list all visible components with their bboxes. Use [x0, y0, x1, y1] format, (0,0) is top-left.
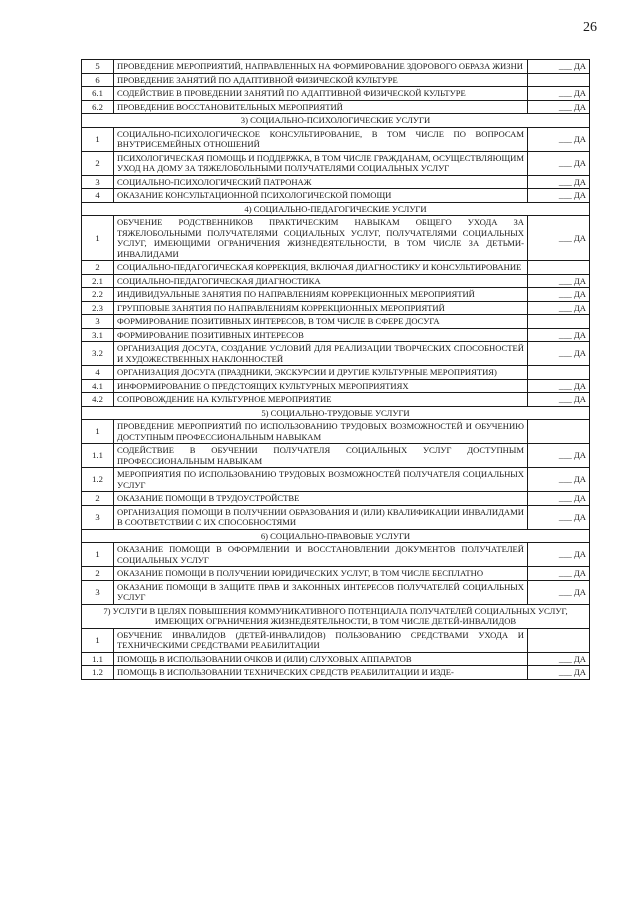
item-number: 3: [82, 580, 114, 604]
item-number: 5: [82, 60, 114, 74]
item-description: ФОРМИРОВАНИЕ ПОЗИТИВНЫХ ИНТЕРЕСОВ: [114, 328, 528, 342]
section-title: 3) СОЦИАЛЬНО-ПСИХОЛОГИЧЕСКИЕ УСЛУГИ: [82, 114, 590, 128]
item-number: 6: [82, 73, 114, 87]
item-description: ОБУЧЕНИЕ РОДСТВЕННИКОВ ПРАКТИЧЕСКИМ НАВЫКАМ ОБЩЕГО УХОДА ЗА ТЯЖЕЛОБОЛЬНЫМИ ПОЛУЧАТЕЛЯМИ СОЦИАЛЬНЫХ УСЛУГ, ПОЛУЧАТЕЛЯМИ СОЦИАЛЬНЫХ УСЛУГ, ИМЕЮЩИМИ ОГРАНИЧЕНИЯ ЖИЗНЕДЕЯТЕЛЬНОСТИ, В ТОМ ЧИСЛЕ ЗА ДЕТЬМИ-ИНВАЛИДАМИ: [114, 216, 528, 261]
item-number: 1: [82, 543, 114, 567]
item-description: ПРОВЕДЕНИЕ ВОССТАНОВИТЕЛЬНЫХ МЕРОПРИЯТИЙ: [114, 100, 528, 114]
table-row: [82, 444, 590, 468]
table-row: [82, 189, 590, 203]
table-row: [82, 100, 590, 114]
item-number: 2.1: [82, 274, 114, 288]
item-number: 3: [82, 505, 114, 529]
item-number: 3.2: [82, 342, 114, 366]
services-table: [81, 59, 590, 680]
table-row: [82, 127, 590, 151]
table-row: [82, 652, 590, 666]
item-number: 2.3: [82, 301, 114, 315]
item-number: 2: [82, 151, 114, 175]
item-number: 3: [82, 175, 114, 189]
table-row: [82, 628, 590, 652]
table-row: [82, 301, 590, 315]
answer-field[interactable]: ___ ДА: [528, 492, 590, 506]
item-number: 1: [82, 628, 114, 652]
answer-field[interactable]: [528, 628, 590, 652]
table-row: [82, 315, 590, 329]
table-row: [82, 468, 590, 492]
table-row: [82, 666, 590, 680]
item-description: ИНДИВИДУАЛЬНЫЕ ЗАНЯТИЯ ПО НАПРАВЛЕНИЯМ КОРРЕКЦИОННЫХ МЕРОПРИЯТИЙ: [114, 288, 528, 302]
item-number: 6.2: [82, 100, 114, 114]
item-number: 4: [82, 189, 114, 203]
item-description: ПРОВЕДЕНИЕ МЕРОПРИЯТИЙ ПО ИСПОЛЬЗОВАНИЮ ТРУДОВЫХ ВОЗМОЖНОСТЕЙ И ОБУЧЕНИЮ ДОСТУПНЫМ ПРОФЕССИОНАЛЬНЫМ НАВЫКАМ: [114, 420, 528, 444]
answer-field[interactable]: ___ ДА: [528, 151, 590, 175]
table-row: [82, 274, 590, 288]
answer-field[interactable]: ___ ДА: [528, 543, 590, 567]
table-row: [82, 87, 590, 101]
page-number: 26: [583, 20, 597, 35]
table-row: [82, 580, 590, 604]
item-description: ОКАЗАНИЕ КОНСУЛЬТАЦИОННОЙ ПСИХОЛОГИЧЕСКОЙ ПОМОЩИ: [114, 189, 528, 203]
section-title: 6) СОЦИАЛЬНО-ПРАВОВЫЕ УСЛУГИ: [82, 529, 590, 543]
table-row: [82, 492, 590, 506]
section-header-row: [82, 529, 590, 543]
section-header-row: [82, 202, 590, 216]
item-description: ОКАЗАНИЕ ПОМОЩИ В ТРУДОУСТРОЙСТВЕ: [114, 492, 528, 506]
table-row: [82, 60, 590, 74]
answer-field[interactable]: ___ ДА: [528, 60, 590, 74]
answer-field[interactable]: [528, 315, 590, 329]
item-description: СОДЕЙСТВИЕ В ПРОВЕДЕНИИ ЗАНЯТИЙ ПО АДАПТИВНОЙ ФИЗИЧЕСКОЙ КУЛЬТУРЕ: [114, 87, 528, 101]
item-description: СОДЕЙСТВИЕ В ОБУЧЕНИИ ПОЛУЧАТЕЛЯ СОЦИАЛЬНЫХ УСЛУГ ДОСТУПНЫМ ПРОФЕССИОНАЛЬНЫМ НАВЫКАМ: [114, 444, 528, 468]
item-description: ОРГАНИЗАЦИЯ ДОСУГА (ПРАЗДНИКИ, ЭКСКУРСИИ И ДРУГИЕ КУЛЬТУРНЫЕ МЕРОПРИЯТИЯ): [114, 366, 528, 380]
answer-field[interactable]: ___ ДА: [528, 288, 590, 302]
answer-field[interactable]: ___ ДА: [528, 274, 590, 288]
item-number: 2: [82, 492, 114, 506]
answer-field[interactable]: [528, 261, 590, 275]
item-number: 1: [82, 420, 114, 444]
item-number: 3.1: [82, 328, 114, 342]
table-row: [82, 175, 590, 189]
item-number: 1.2: [82, 468, 114, 492]
answer-field[interactable]: ___ ДА: [528, 468, 590, 492]
item-description: СОЦИАЛЬНО-ПСИХОЛОГИЧЕСКИЙ ПАТРОНАЖ: [114, 175, 528, 189]
item-description: ПОМОЩЬ В ИСПОЛЬЗОВАНИИ ТЕХНИЧЕСКИХ СРЕДСТВ РЕАБИЛИТАЦИИ И ИЗДЕ-: [114, 666, 528, 680]
table-row: [82, 393, 590, 407]
item-number: 1: [82, 127, 114, 151]
table-row: [82, 288, 590, 302]
item-number: 3: [82, 315, 114, 329]
item-description: СОЦИАЛЬНО-ПСИХОЛОГИЧЕСКОЕ КОНСУЛЬТИРОВАНИЕ, В ТОМ ЧИСЛЕ ПО ВОПРОСАМ ВНУТРИСЕМЕЙНЫХ ОТНОШЕНИЙ: [114, 127, 528, 151]
answer-field[interactable]: [528, 420, 590, 444]
answer-field[interactable]: ___ ДА: [528, 580, 590, 604]
item-description: ОКАЗАНИЕ ПОМОЩИ В ПОЛУЧЕНИИ ЮРИДИЧЕСКИХ УСЛУГ, В ТОМ ЧИСЛЕ БЕСПЛАТНО: [114, 567, 528, 581]
table-row: [82, 216, 590, 261]
item-description: ПРОВЕДЕНИЕ ЗАНЯТИЙ ПО АДАПТИВНОЙ ФИЗИЧЕСКОЙ КУЛЬТУРЕ: [114, 73, 528, 87]
table-row: [82, 420, 590, 444]
item-description: ГРУППОВЫЕ ЗАНЯТИЯ ПО НАПРАВЛЕНИЯМ КОРРЕКЦИОННЫХ МЕРОПРИЯТИЙ: [114, 301, 528, 315]
section-header-row: [82, 114, 590, 128]
item-number: 6.1: [82, 87, 114, 101]
section-header-row: [82, 604, 590, 628]
answer-field[interactable]: ___ ДА: [528, 379, 590, 393]
item-number: 1.2: [82, 666, 114, 680]
table-row: [82, 342, 590, 366]
section-header-row: [82, 406, 590, 420]
table-row: [82, 366, 590, 380]
answer-field[interactable]: ___ ДА: [528, 505, 590, 529]
services-table-body: [82, 60, 590, 680]
section-title: 7) УСЛУГИ В ЦЕЛЯХ ПОВЫШЕНИЯ КОММУНИКАТИВНОГО ПОТЕНЦИАЛА ПОЛУЧАТЕЛЕЙ СОЦИАЛЬНЫХ УСЛУГ, ИМЕЮЩИХ ОГРАНИЧЕНИЯ ЖИЗНЕДЕЯТЕЛЬНОСТИ, В ТОМ ЧИСЛЕ ДЕТЕЙ-ИНВАЛИДОВ: [82, 604, 590, 628]
answer-field[interactable]: ___ ДА: [528, 666, 590, 680]
item-description: ПРОВЕДЕНИЕ МЕРОПРИЯТИЙ, НАПРАВЛЕННЫХ НА ФОРМИРОВАНИЕ ЗДОРОВОГО ОБРАЗА ЖИЗНИ: [114, 60, 528, 74]
answer-field[interactable]: ___ ДА: [528, 393, 590, 407]
answer-field[interactable]: ___ ДА: [528, 444, 590, 468]
table-row: [82, 328, 590, 342]
item-description: СОЦИАЛЬНО-ПЕДАГОГИЧЕСКАЯ ДИАГНОСТИКА: [114, 274, 528, 288]
section-title: 5) СОЦИАЛЬНО-ТРУДОВЫЕ УСЛУГИ: [82, 406, 590, 420]
item-description: ОБУЧЕНИЕ ИНВАЛИДОВ (ДЕТЕЙ-ИНВАЛИДОВ) ПОЛЬЗОВАНИЮ СРЕДСТВАМИ УХОДА И ТЕХНИЧЕСКИМИ СРЕДСТВАМИ РЕАБИЛИТАЦИИ: [114, 628, 528, 652]
answer-field[interactable]: ___ ДА: [528, 567, 590, 581]
answer-field[interactable]: ___ ДА: [528, 100, 590, 114]
item-description: ОРГАНИЗАЦИЯ ПОМОЩИ В ПОЛУЧЕНИИ ОБРАЗОВАНИЯ И (ИЛИ) КВАЛИФИКАЦИИ ИНВАЛИДАМИ В СООТВЕТСТВИИ С ИХ СПОСОБНОСТЯМИ: [114, 505, 528, 529]
answer-field[interactable]: ___ ДА: [528, 189, 590, 203]
table-row: [82, 543, 590, 567]
section-title: 4) СОЦИАЛЬНО-ПЕДАГОГИЧЕСКИЕ УСЛУГИ: [82, 202, 590, 216]
item-description: МЕРОПРИЯТИЯ ПО ИСПОЛЬЗОВАНИЮ ТРУДОВЫХ ВОЗМОЖНОСТЕЙ ПОЛУЧАТЕЛЯ СОЦИАЛЬНЫХ УСЛУГ: [114, 468, 528, 492]
item-number: 2.2: [82, 288, 114, 302]
item-number: 1: [82, 216, 114, 261]
item-number: 2: [82, 567, 114, 581]
item-description: СОЦИАЛЬНО-ПЕДАГОГИЧЕСКАЯ КОРРЕКЦИЯ, ВКЛЮЧАЯ ДИАГНОСТИКУ И КОНСУЛЬТИРОВАНИЕ: [114, 261, 528, 275]
item-description: ПОМОЩЬ В ИСПОЛЬЗОВАНИИ ОЧКОВ И (ИЛИ) СЛУХОВЫХ АППАРАТОВ: [114, 652, 528, 666]
item-description: ОРГАНИЗАЦИЯ ДОСУГА, СОЗДАНИЕ УСЛОВИЙ ДЛЯ РЕАЛИЗАЦИИ ТВОРЧЕСКИХ СПОСОБНОСТЕЙ И ХУДОЖЕСТВЕННЫХ НАКЛОННОСТЕЙ: [114, 342, 528, 366]
answer-field[interactable]: [528, 73, 590, 87]
answer-field[interactable]: ___ ДА: [528, 301, 590, 315]
table-row: [82, 73, 590, 87]
answer-field[interactable]: ___ ДА: [528, 127, 590, 151]
answer-field[interactable]: ___ ДА: [528, 216, 590, 261]
answer-field[interactable]: ___ ДА: [528, 175, 590, 189]
table-row: [82, 151, 590, 175]
table-row: [82, 505, 590, 529]
item-description: ПСИХОЛОГИЧЕСКАЯ ПОМОЩЬ И ПОДДЕРЖКА, В ТОМ ЧИСЛЕ ГРАЖДАНАМ, ОСУЩЕСТВЛЯЮЩИМ УХОД НА ДОМУ ЗА ТЯЖЕЛОБОЛЬНЫМИ ПОЛУЧАТЕЛЯМИ СОЦИАЛЬНЫХ УСЛУГ: [114, 151, 528, 175]
item-number: 1.1: [82, 652, 114, 666]
table-row: [82, 261, 590, 275]
answer-field[interactable]: [528, 366, 590, 380]
item-description: СОПРОВОЖДЕНИЕ НА КУЛЬТУРНОЕ МЕРОПРИЯТИЕ: [114, 393, 528, 407]
item-description: ОКАЗАНИЕ ПОМОЩИ В ЗАЩИТЕ ПРАВ И ЗАКОННЫХ ИНТЕРЕСОВ ПОЛУЧАТЕЛЕЙ СОЦИАЛЬНЫХ УСЛУГ: [114, 580, 528, 604]
answer-field[interactable]: ___ ДА: [528, 342, 590, 366]
item-description: ОКАЗАНИЕ ПОМОЩИ В ОФОРМЛЕНИИ И ВОССТАНОВЛЕНИИ ДОКУМЕНТОВ ПОЛУЧАТЕЛЕЙ СОЦИАЛЬНЫХ УСЛУГ: [114, 543, 528, 567]
item-number: 4.2: [82, 393, 114, 407]
answer-field[interactable]: ___ ДА: [528, 652, 590, 666]
item-number: 2: [82, 261, 114, 275]
table-row: [82, 567, 590, 581]
item-number: 4.1: [82, 379, 114, 393]
answer-field[interactable]: ___ ДА: [528, 87, 590, 101]
item-number: 4: [82, 366, 114, 380]
table-row: [82, 379, 590, 393]
item-description: ИНФОРМИРОВАНИЕ О ПРЕДСТОЯЩИХ КУЛЬТУРНЫХ МЕРОПРИЯТИЯХ: [114, 379, 528, 393]
answer-field[interactable]: ___ ДА: [528, 328, 590, 342]
item-number: 1.1: [82, 444, 114, 468]
item-description: ФОРМИРОВАНИЕ ПОЗИТИВНЫХ ИНТЕРЕСОВ, В ТОМ ЧИСЛЕ В СФЕРЕ ДОСУГА: [114, 315, 528, 329]
